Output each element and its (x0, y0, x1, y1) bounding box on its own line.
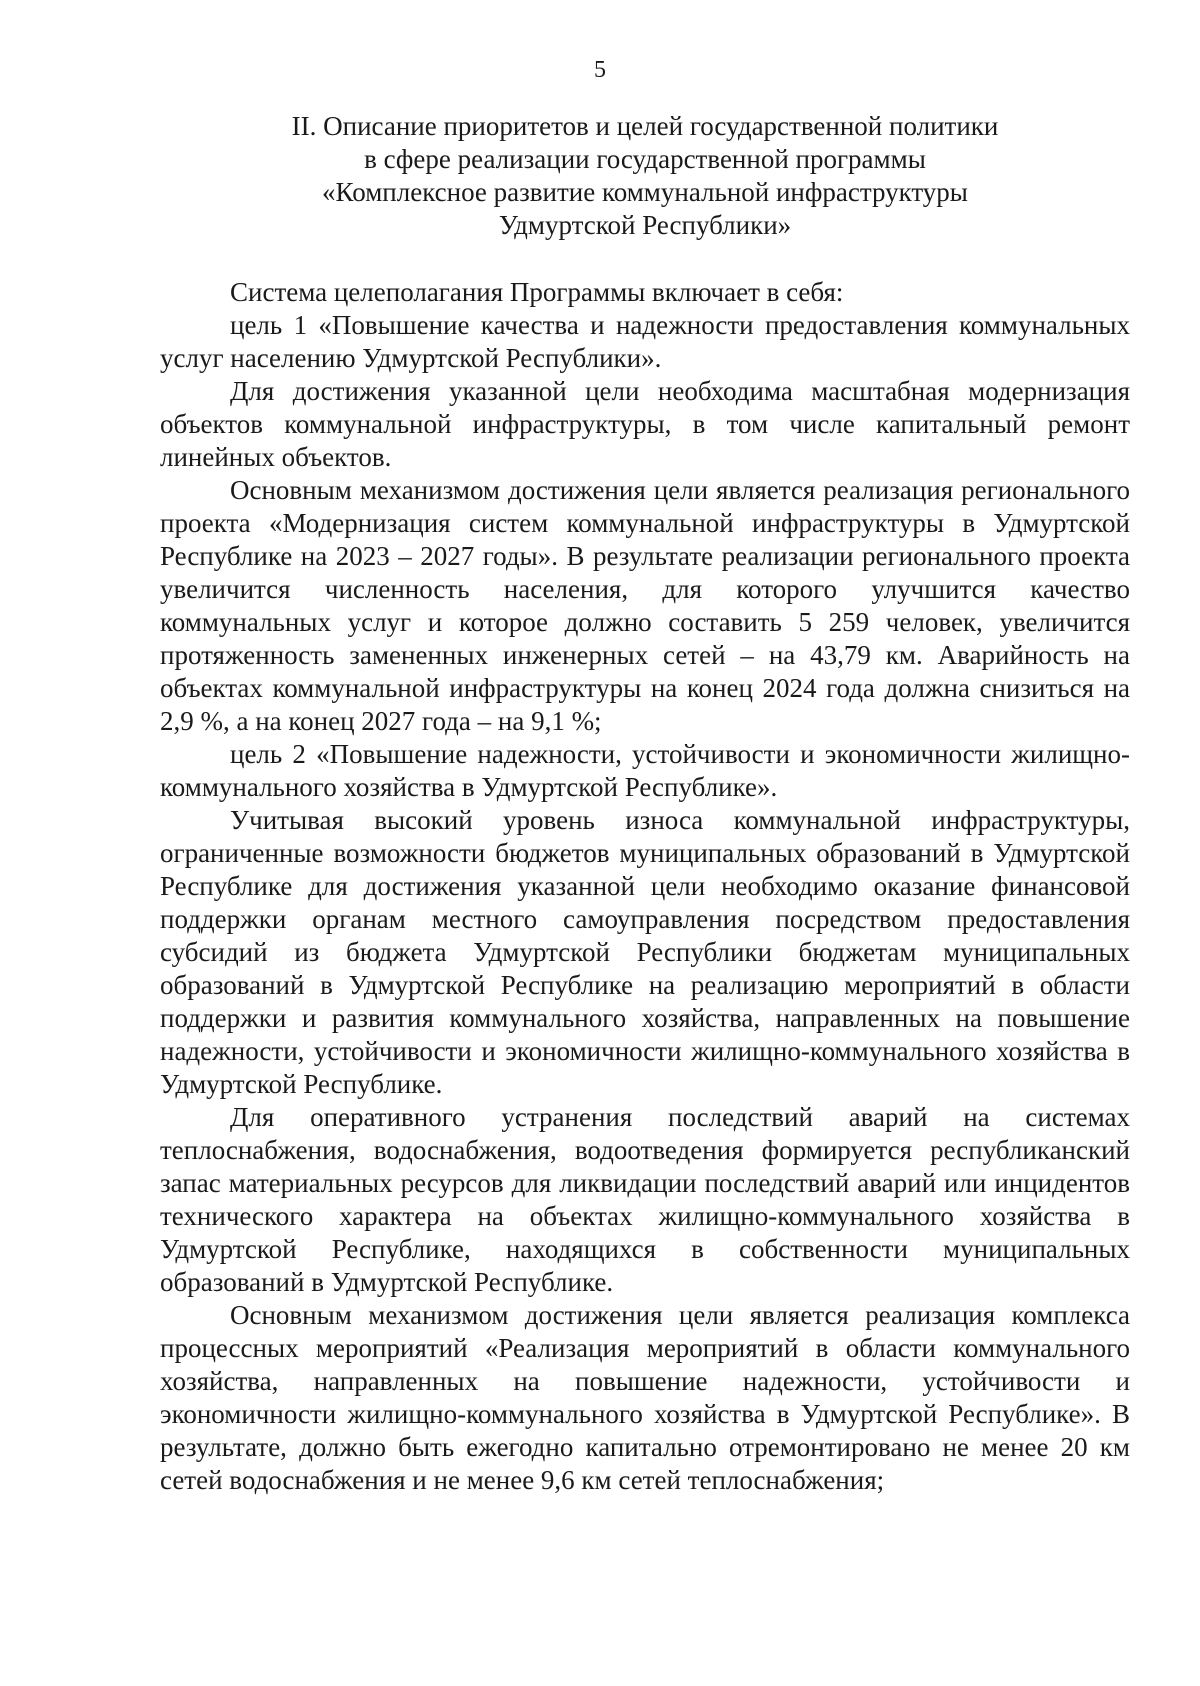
paragraph-process-measures: Основным механизмом достижения цели является реализация комплекса процессных мероприятий «Реализация мероприятий в области коммунального хозяйства, направленных на повышение надежности, устойчивости и экономичности жилищно-коммунального хозяйства в Удмуртской Республике». В результате, должно быть ежегодно капитально отремонтировано не менее 20 км сетей водоснабжения и не менее 9,6 км сетей теплоснабжения; (160, 1300, 1130, 1495)
paragraph-goal-1: цель 1 «Повышение качества и надежности предоставления коммунальных услуг населению Удмуртской Республики». (160, 310, 1130, 373)
heading-line-4: Удмуртской Республики» (498, 210, 792, 240)
paragraph-goal-2: цель 2 «Повышение надежности, устойчивости и экономичности жилищно-коммунального хозяйства в Удмуртской Республике». (160, 739, 1130, 802)
document-body (160, 276, 1130, 1497)
paragraph-modernization: Для достижения указанной цели необходима масштабная модернизация объектов коммунальной инфраструктуры, в том числе капитальный ремонт линейных объектов. (160, 376, 1130, 472)
paragraph-regional-project: Основным механизмом достижения цели является реализация регионального проекта «Модернизация систем коммунальной инфраструктуры в Удмуртской Республике на 2023 – 2027 годы». В результате реализации регионального проекта увеличится численность населения, для которого улучшится качество коммунальных услуг и которое должно составить 5 259 человек, увеличится протяженность замененных инженерных сетей – на 43,79 км. Аварийность на объектах коммунальной инфраструктуры на конец 2024 года должна снизиться на 2,9 %, а на конец 2027 года – на 9,1 %; (160, 475, 1130, 736)
heading-line-1: II. Описание приоритетов и целей государственной политики (291, 111, 999, 141)
paragraph-goal-system: Система целеполагания Программы включает в себя: (230, 277, 844, 307)
paragraph-subsidies: Учитывая высокий уровень износа коммунальной инфраструктуры, ограниченные возможности бюджетов муниципальных образований в Удмуртской Республике для достижения указанной цели необходимо оказание финансовой поддержки органам местного самоуправления посредством предоставления субсидий из бюджета Удмуртской Республики бюджетам муниципальных образований в Удмуртской Республике на реализацию мероприятий в области поддержки и развития коммунального хозяйства, направленных на повышение надежности, устойчивости и экономичности жилищно-коммунального хозяйства в Удмуртской Республике. (160, 805, 1130, 1099)
heading-line-2: в сфере реализации государственной программы (364, 144, 926, 174)
paragraph-reserve: Для оперативного устранения последствий аварий на системах теплоснабжения, водоснабжения, водоотведения формируется республиканский запас материальных ресурсов для ликвидации последствий аварий или инцидентов технического характера на объектах жилищно-коммунального хозяйства в Удмуртской Республике, находящихся в собственности муниципальных образований в Удмуртской Республике. (160, 1102, 1130, 1297)
page-number: 5 (594, 57, 606, 83)
section-heading (160, 110, 1130, 242)
heading-line-3: «Комплексное развитие коммунальной инфраструктуры (322, 177, 968, 207)
